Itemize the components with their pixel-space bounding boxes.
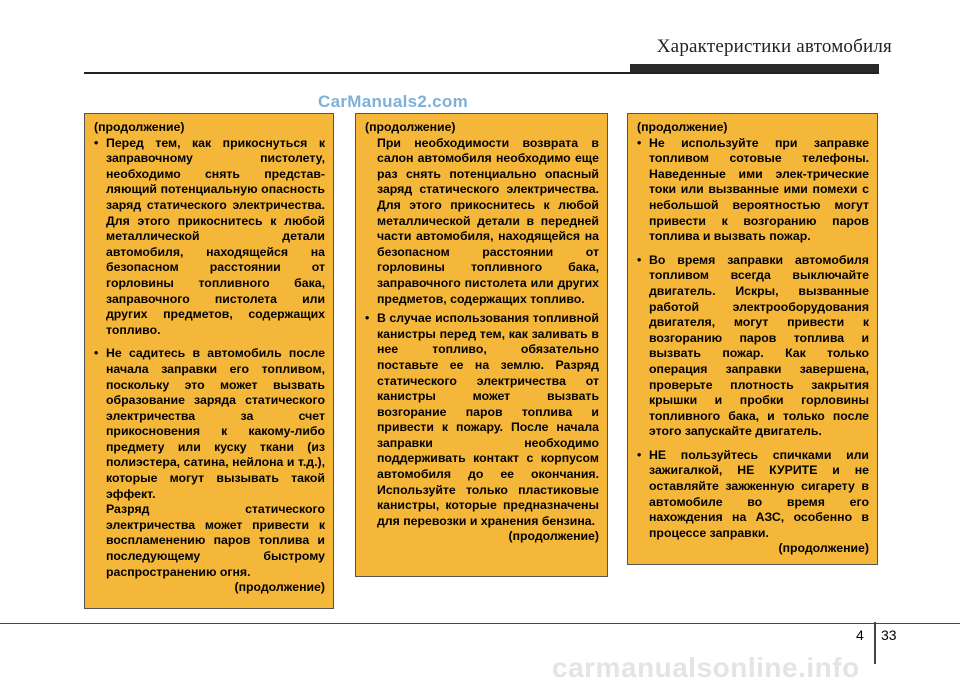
warning-panel-left: [84, 113, 334, 609]
warning-panel-right: [627, 113, 878, 565]
continued-label-bottom: (продолжение): [508, 529, 599, 544]
page-number: 33: [881, 627, 897, 643]
chapter-number: 4: [856, 627, 864, 643]
bullet-item: • В случае использования топливной канистры перед тем, как заливать в нее топливо, обязательно поставьте ее на землю. Разряд статического электричества от канистры может вызвать возгорание паров топлива и привести к пожару. После начала заправки необходимо поддерживать контакт с корпусом автомобиля до ее окончания. Используйте только пластиковые канистры, которые предназначены для перевозки и хранения бензина.: [365, 311, 599, 529]
bullet-item: • Во время заправки автомобиля топливом всегда выключайте двигатель. Искры, вызванные работой электрооборудования двигателя, могут привести к возгоранию паров топлива и вызвать пожар. Как только операция заправки завершена, проверьте плотность закрытия крышки и пробки горловины топливного бака, и только после этого запускайте двигатель.: [637, 253, 869, 440]
page-header-title: Характеристики автомобиля: [656, 36, 892, 57]
bullet-item: • Не используйте при заправке топливом сотовые телефоны. Наведенные ими элек-трические токи или вызванные ими помехи с небольшой вероятностью могут привести к возгоранию паров топлива и вызвать пожар.: [637, 136, 869, 245]
bullet-list: [94, 136, 325, 503]
bullet-list: [365, 311, 599, 529]
continued-label-bottom: (продолжение): [234, 580, 325, 595]
header-rule-thick: [630, 64, 879, 72]
paragraph: Разряд статического электричества может привести к воспламенению паров топлива и последующему быстрому распространению огня.: [106, 502, 325, 579]
bullet-item: • Не садитесь в автомобиль после начала заправки его топливом, поскольку это может вызвать образование заряда статического электричества за счет прикосновения к какому-либо предмету или куску ткани (из полиэстера, сатина, нейлона и т.д.), которые могут вызывать такой эффект.: [94, 346, 325, 502]
header-rule: [84, 72, 879, 74]
paragraph: При необходимости возврата в салон автомобиля необходимо еще раз снять потенциально опасный заряд статического электричества. Для этого прикоснитесь к любой металлической детали в передней части автомобиля, находящейся на безопасном расстоянии от горловины топливного бака, заправочного пистолета или других предметов, содержащих топливо.: [377, 135, 599, 306]
footer-divider: [874, 622, 876, 664]
bullet-list: [637, 136, 869, 542]
bullet-item: • НЕ пользуйтесь спичками или зажигалкой, НЕ КУРИТЕ и не оставляйте зажженную сигарету в автомобиле во время его нахождения на АЗС, особенно в процессе заправки.: [637, 448, 869, 542]
warning-panel-middle: [355, 113, 608, 577]
bullet-item: • Перед тем, как прикоснуться к заправочному пистолету, необходимо снять представ-ляющий потенциальную опасность заряд статического электричества. Для этого прикоснитесь к любой металлической детали автомобиля, находящейся на безопасном расстоянии от горловины топливного бака, заправочного пистолета или других предметов, содержащих топливо.: [94, 136, 325, 339]
watermark-bottom[interactable]: carmanualsonline.info: [552, 652, 860, 683]
continued-label-top: (продолжение): [365, 120, 456, 134]
footer-rule: [0, 623, 960, 624]
continued-label-bottom: (продолжение): [778, 541, 869, 556]
continued-label-top: (продолжение): [637, 120, 728, 134]
continued-label-top: (продолжение): [94, 120, 185, 134]
watermark-top[interactable]: CarManuals2.com: [318, 92, 468, 111]
